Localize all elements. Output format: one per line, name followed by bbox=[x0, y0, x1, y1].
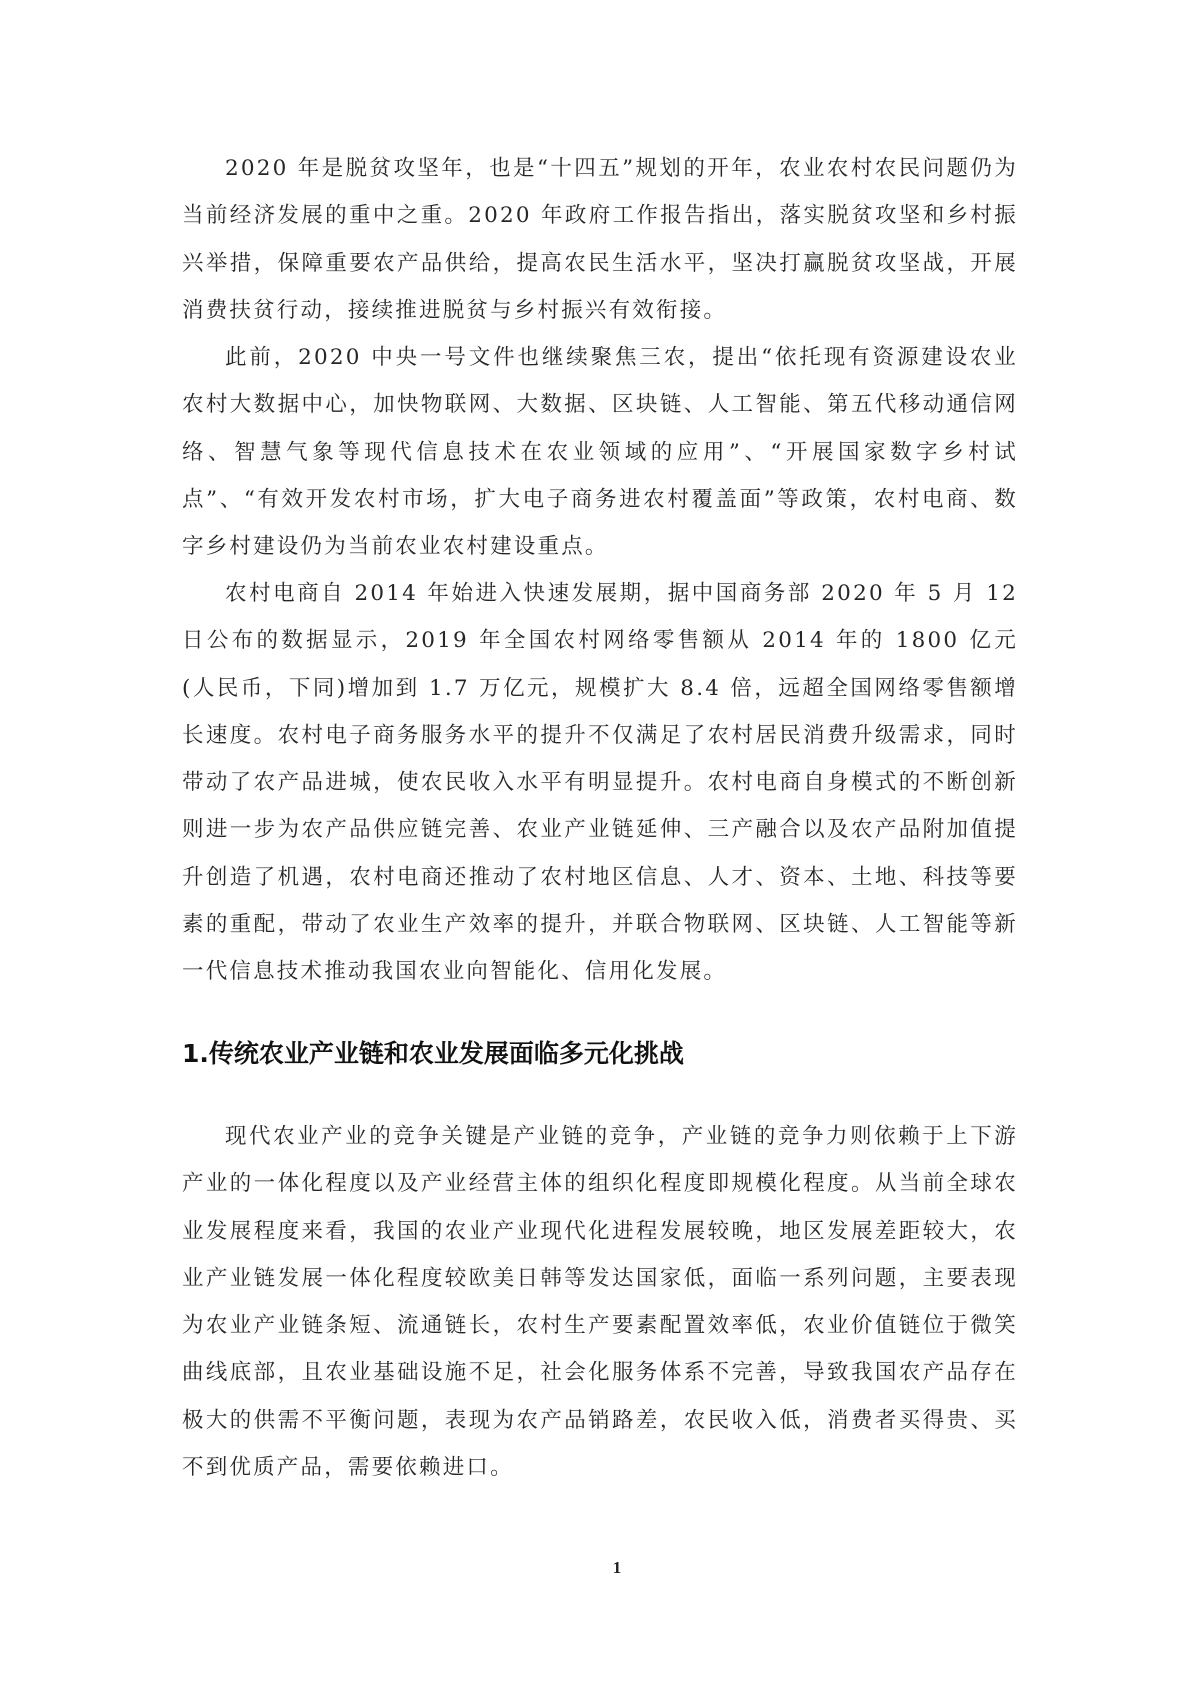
paragraph-industry-chain: 现代农业产业的竞争关键是产业链的竞争，产业链的竞争力则依赖于上下游产业的一体化程度以及产业经营主体的组织化程度即规模化程度。从当前全球农业发展程度来看，我国的农业产业现代化进程发展较晚，地区发展差距较大，农业产业链发展一体化程度较欧美日韩等发达国家低，面临一系列问题，主要表现为农业产业链条短、流通链长，农村生产要素配置效率低，农业价值链位于微笑曲线底部，且农业基础设施不足，社会化服务体系不完善，导致我国农产品存在极大的供需不平衡问题，表现为农产品销路差，农民收入低，消费者买得贵、买不到优质产品，需要依赖进口。 bbox=[182, 1124, 1018, 1481]
paragraph-central-document: 此前，2020 中央一号文件也继续聚焦三农，提出“依托现有资源建设农业农村大数据中心，加快物联网、大数据、区块链、人工智能、第五代移动通信网络、智慧气象等现代信息技术在农业领域的应用”、“开展国家数字乡村试点”、“有效开发农村市场，扩大电子商务进农村覆盖面”等政策，农村电商、数字乡村建设仍为当前农业农村建设重点。 bbox=[182, 345, 1018, 560]
paragraph-poverty-alleviation: 2020 年是脱贫攻坚年，也是“十四五”规划的开年，农业农村农民问题仍为当前经济发展的重中之重。2020 年政府工作报告指出，落实脱贫攻坚和乡村振兴举措，保障重要农产品供给，提高农民生活水平，坚决打赢脱贫攻坚战，开展消费扶贫行动，接续推进脱贫与乡村振兴有效衔接。 bbox=[182, 156, 1018, 323]
paragraph-rural-ecommerce: 农村电商自 2014 年始进入快速发展期，据中国商务部 2020 年 5 月 12 日公布的数据显示，2019 年全国农村网络零售额从 2014 年的 1800 亿元(人民币，下同)增加到 1.7 万亿元，规模扩大 8.4 倍，远超全国网络零售额增长速度。农村电子商务服务水平的提升不仅满足了农村居民消费升级需求，同时带动了农产品进城，使农民收入水平有明显提升。农村电商自身模式的不断创新则进一步为农产品供应链完善、农业产业链延伸、三产融合以及农产品附加值提升创造了机遇，农村电商还推动了农村地区信息、人才、资本、土地、科技等要素的重配，带动了农业生产效率的提升，并联合物联网、区块链、人工智能等新一代信息技术推动我国农业向智能化、信用化发展。 bbox=[182, 581, 1018, 985]
page-number: 1 bbox=[612, 1558, 622, 1577]
section-heading: 1.传统农业产业链和农业发展面临多元化挑战 bbox=[182, 1039, 684, 1068]
